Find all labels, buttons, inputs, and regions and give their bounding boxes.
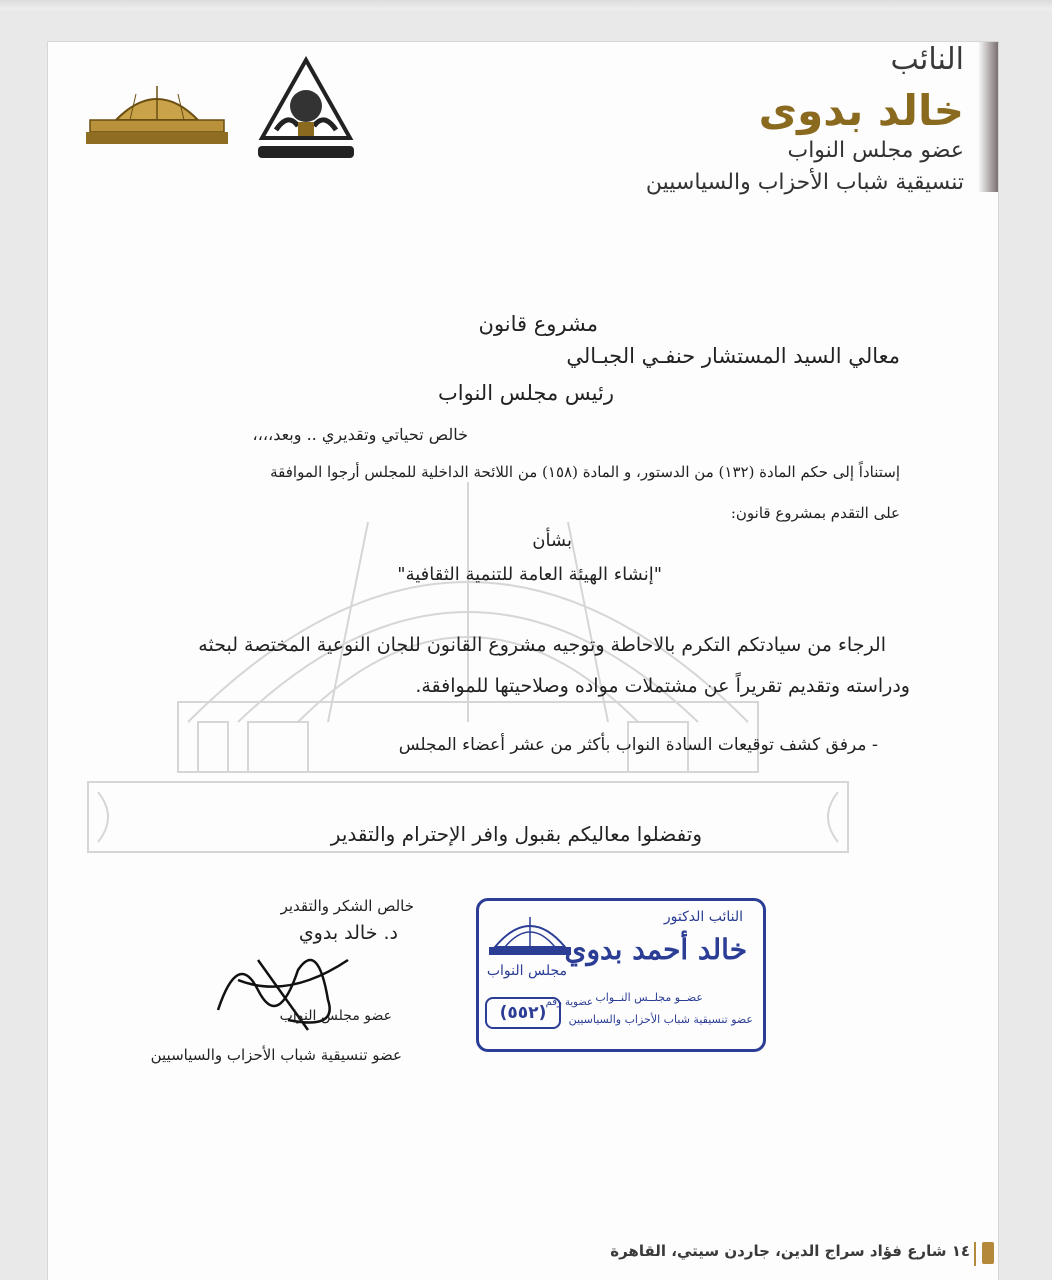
header-mp-name: خالد بدوى — [758, 86, 964, 135]
footer-address: ١٤ شارع فؤاد سراج الدين، جاردن سيتي، القاهرة — [610, 1242, 970, 1260]
header-role: عضو مجلس النواب — [787, 138, 964, 163]
stamp-name: خالد أحمد بدوي — [564, 933, 747, 966]
letter-topic: "إنشاء الهيئة العامة للتنمية الثقافية" — [397, 564, 662, 585]
location-marker-icon — [982, 1242, 994, 1264]
top-strip — [0, 0, 1052, 10]
letter-paragraph-1: إستناداً إلى حكم المادة (١٣٢) من الدستور، و المادة (١٥٨) من اللائحة الداخلية للمجلس أرجوا الموافقة — [270, 463, 900, 481]
letter-chairman-title: رئيس مجلس النواب — [438, 381, 614, 405]
stamp-council: مجلس النواب — [486, 963, 567, 979]
letter-greeting: خالص تحياتي وتقديري .. وبعد،،،، — [252, 425, 468, 444]
letter-request-line-1: الرجاء من سيادتكم التكرم بالاحاطة وتوجيه مشروع القانون للجان النوعية المختصة لبحثه — [198, 634, 886, 656]
letter-page — [48, 42, 998, 1280]
parliament-dome-logo — [86, 82, 228, 146]
coordination-emblem-logo — [258, 56, 354, 160]
header-title: النائب — [890, 42, 964, 77]
stamp-membership-number: (٥٥٢) — [485, 997, 561, 1029]
letter-attachment-note: - مرفق كشف توقيعات السادة النواب بأكثر من عشر أعضاء المجلس — [398, 735, 878, 755]
signature-name: د. خالد بدوي — [298, 922, 398, 944]
stamp-title: النائب الدكتور — [663, 909, 743, 925]
stamp-number-label: عضوية رقم — [545, 997, 593, 1008]
letter-closing: وتفضلوا معاليكم بقبول وافر الإحترام والتقدير — [330, 822, 702, 846]
official-stamp — [476, 898, 766, 1052]
header-coordination: تنسيقية شباب الأحزاب والسياسيين — [645, 170, 964, 195]
letter-request-line-2: ودراسته وتقديم تقريراً عن مشتملات مواده وصلاحيتها للموافقة. — [415, 675, 910, 697]
footer-divider — [974, 1242, 976, 1266]
signature-member: عضو مجلس النواب — [279, 1008, 392, 1024]
letter-addressee: معالي السيد المستشار حنفـي الجبـالي — [566, 344, 900, 368]
parliament-watermark — [68, 462, 868, 862]
page-edge-shadow — [978, 42, 998, 192]
letter-paragraph-1b: على التقدم بمشروع قانون: — [730, 504, 900, 522]
stamp-member: عضــو مجلــس النــواب — [595, 991, 703, 1004]
signature-coordination: عضو تنسيقية شباب الأحزاب والسياسيين — [150, 1046, 402, 1064]
stamp-coordination: عضو تنسيقية شباب الأحزاب والسياسيين — [568, 1013, 753, 1026]
letter-subject: مشروع قانون — [478, 312, 598, 336]
stamp-dome-icon — [485, 911, 575, 963]
signature-thanks: خالص الشكر والتقدير — [280, 897, 414, 915]
letter-regarding: بشأن — [532, 530, 572, 551]
